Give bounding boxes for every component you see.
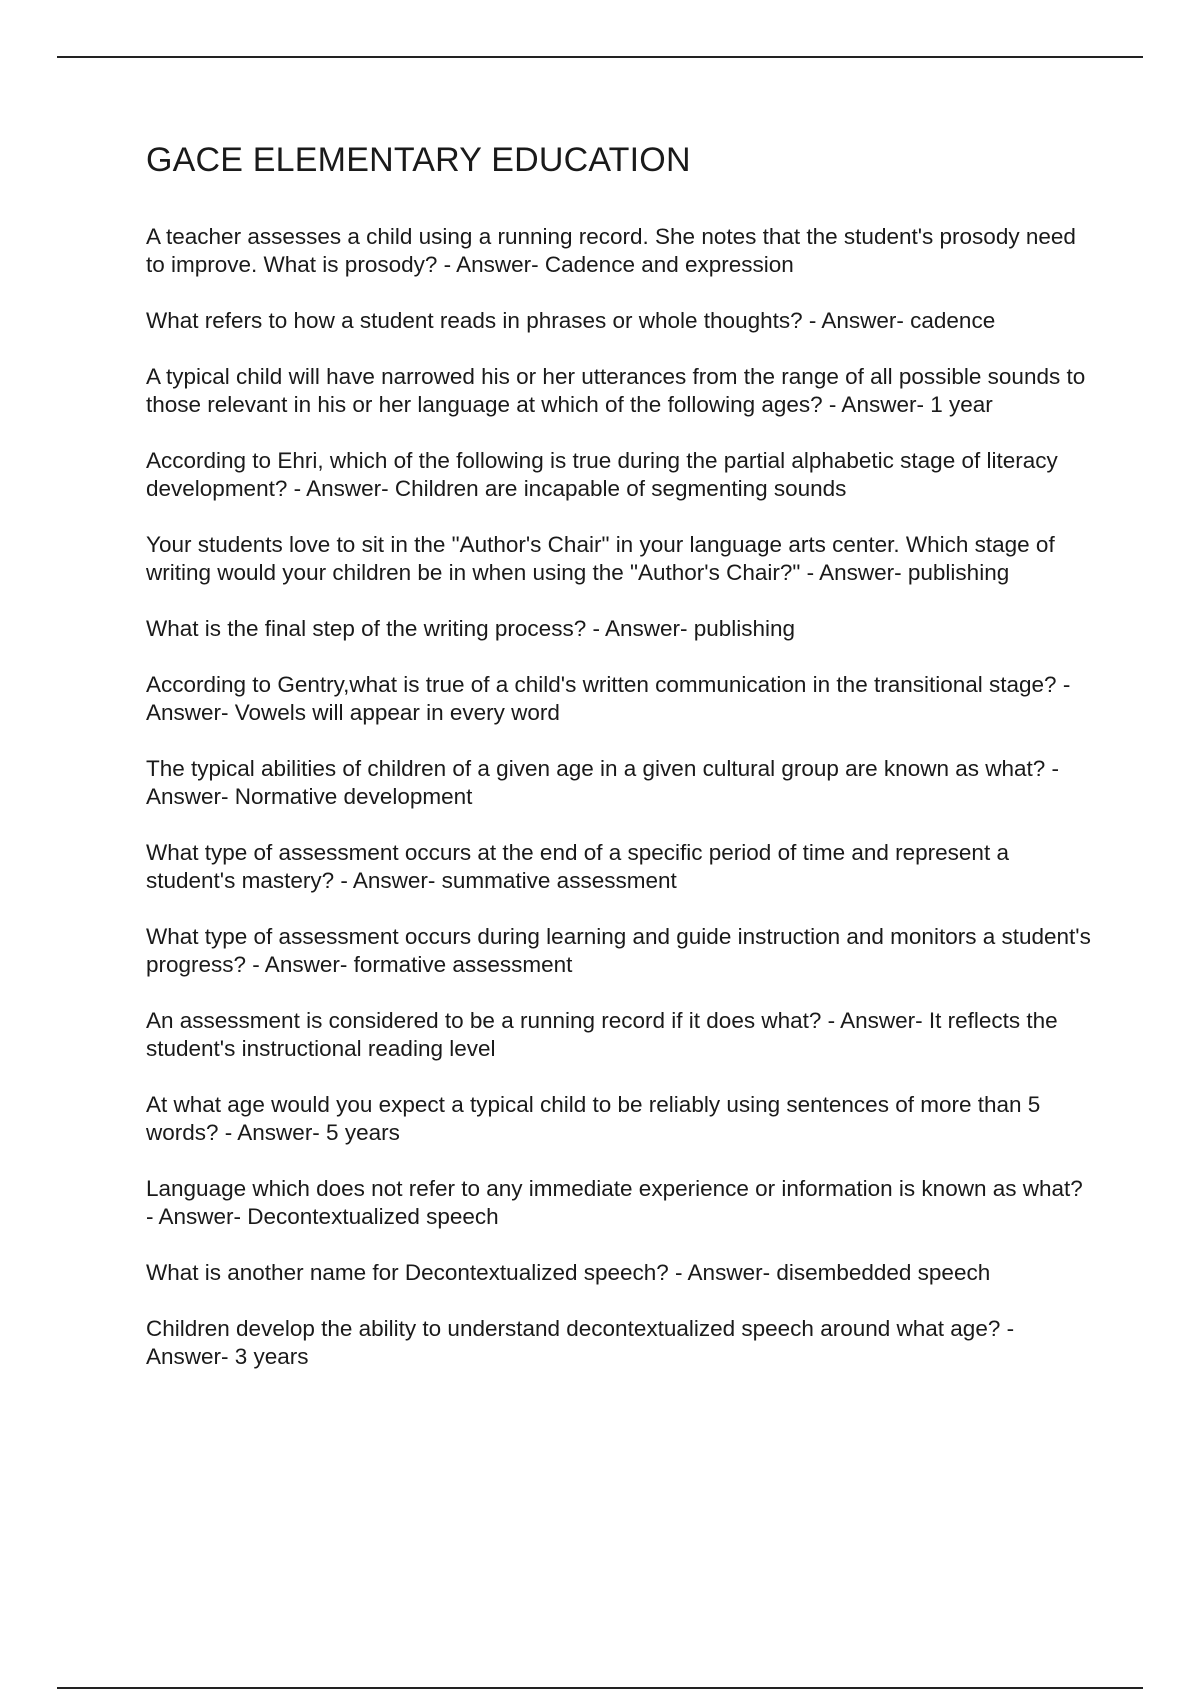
document-title: GACE ELEMENTARY EDUCATION [146,141,691,179]
qa-item-6: What is the final step of the writing process? - Answer- publishing [146,615,796,641]
qa-item-10: What type of assessment occurs during learning and guide instruction and monitors a student's progress? - Answer- formative assessment [146,923,1091,977]
qa-item-5: Your students love to sit in the "Author's Chair" in your language arts center. Which stage of writing would your children be in when using the "Author's Chair?" - Answer- publishing [146,531,1055,585]
document-body [146,140,1096,1399]
qa-list [146,223,1096,1371]
qa-item-8: The typical abilities of children of a given age in a given cultural group are known as what? - Answer- Normative development [146,755,1060,809]
qa-item-11: An assessment is considered to be a running record if it does what? - Answer- It reflects the student's instructional reading level [146,1007,1058,1061]
qa-item-12: At what age would you expect a typical child to be reliably using sentences of more than 5 words? - Answer- 5 years [146,1091,1041,1145]
qa-item-2: What refers to how a student reads in phrases or whole thoughts? - Answer- cadence [146,307,996,333]
qa-item-1: A teacher assesses a child using a running record. She notes that the student's prosody need to improve. What is prosody? - Answer- Cadence and expression [146,223,1076,277]
qa-item-15: Children develop the ability to understand decontextualized speech around what age? - Answer- 3 years [146,1315,1015,1369]
qa-item-3: A typical child will have narrowed his or her utterances from the range of all possible sounds to those relevant in his or her language at which of the following ages? - Answer- 1 year [146,363,1086,417]
qa-item-13: Language which does not refer to any immediate experience or information is known as what? - Answer- Decontextualized speech [146,1175,1083,1229]
qa-item-4: According to Ehri, which of the following is true during the partial alphabetic stage of literacy development? - Answer- Children are incapable of segmenting sounds [146,447,1058,501]
qa-item-14: What is another name for Decontextualized speech? - Answer- disembedded speech [146,1259,991,1285]
top-rule [57,56,1143,58]
bottom-rule [57,1687,1143,1689]
qa-item-9: What type of assessment occurs at the end of a specific period of time and represent a student's mastery? - Answer- summative assessment [146,839,1009,893]
qa-item-7: According to Gentry,what is true of a child's written communication in the transitional stage? - Answer- Vowels will appear in every word [146,671,1071,725]
